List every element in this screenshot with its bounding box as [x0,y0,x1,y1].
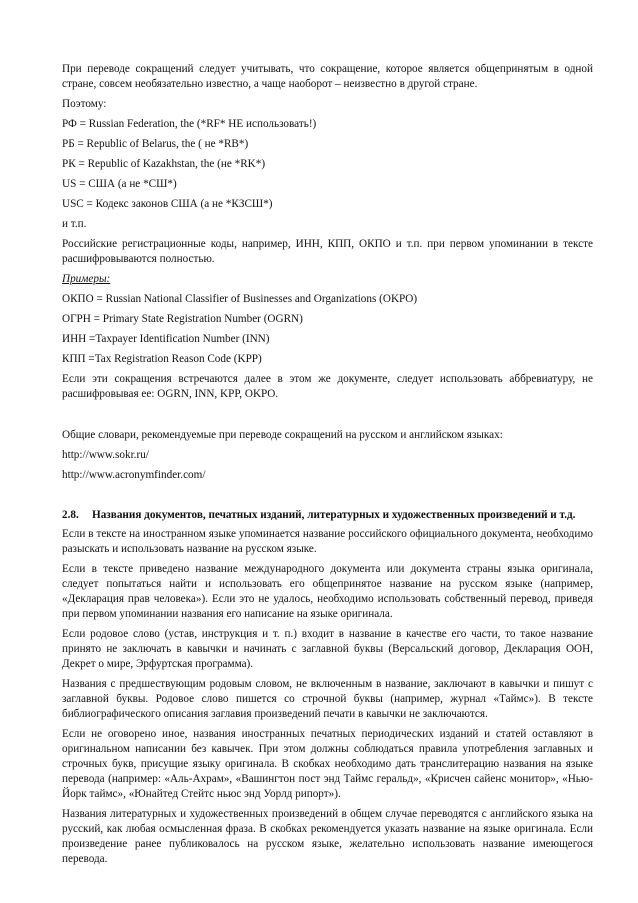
section-title: Названия документов, печатных изданий, литературных и художественных произведений и т.д. [92,509,576,521]
section-paragraph: Если в тексте на иностранном языке упоминается название российского официального документа, необходимо разыскать и использовать название на русском языке. [62,528,593,555]
therefore-label: Поэтому: [62,98,107,110]
code-example-line: ОГРН = Primary State Registration Number (OGRN) [62,313,303,325]
example-line: US = США (а не *СШ*) [62,178,177,190]
examples-label-line [62,272,593,287]
code-example-line: КПП =Tax Registration Reason Code (KPP) [62,353,262,365]
example-line: и т.п. [62,218,87,230]
section-heading [62,508,593,523]
example-line: РК = Republic of Kazakhstan, the (не *RK*) [62,158,266,170]
sokr-link[interactable]: http://www.sokr.ru/ [62,449,149,461]
abbreviation-intro: При переводе сокращений следует учитывать, что сокращение, которое является общепринятым в одной стране, совсем необязательно известно, а чаще наоборот – неизвестно в другой стране. [62,63,593,90]
section-paragraph: Названия литературных и художественных произведений в общем случае переводятся с английского языка на русский, как любая осмысленная фраза. В скобках рекомендуется указать название на языке оригинала. Если произведение ранее публиковалось на русском языке, желательно использовать название имеющегося перевода. [62,808,593,865]
link-line [62,468,593,483]
code-example-line: ИНН =Taxpayer Identification Number (INN) [62,333,270,345]
acronymfinder-link[interactable]: http://www.acronymfinder.com/ [62,469,206,481]
abbreviation-note: Если эти сокращения встречаются далее в этом же документе, следует использовать аббревиатуру, не расшифровывая ее: OGRN, INN, KPP, OKPO. [62,373,593,400]
code-example-line: ОКПО = Russian National Classifier of Businesses and Organizations (OKPO) [62,293,418,305]
document-page [62,62,593,872]
section-paragraph: Названия с предшествующим родовым словом, не включенным в название, заключают в кавычки и пишут с заглавной буквы. Родовое слово пишется со строчной буквы (например, журнал «Таймс»). В тексте библиографического описания заглавия произведений печати в кавычки не заключаются. [62,678,593,720]
examples-label: Примеры: [62,273,111,285]
example-line: РФ = Russian Federation, the (*RF* НЕ использовать!) [62,118,317,130]
example-line: USC = Кодекс законов США (а не *КЗСШ*) [62,198,273,210]
registration-codes-text: Российские регистрационные коды, например, ИНН, КПП, ОКПО и т.п. при первом упоминании в тексте расшифровываются полностью. [62,238,593,265]
dictionaries-text: Общие словари, рекомендуемые при переводе сокращений на русском и английском языках: [62,429,503,441]
spacer [62,488,593,508]
example-line: РБ = Republic of Belarus, the ( не *RB*) [62,138,249,150]
section-number: 2.8. [62,509,79,521]
section-paragraph: Если не оговорено иное, названия иностранных печатных периодических изданий и статей оставляют в оригинальном написании без кавычек. При этом должны соблюдаться правила употребления заглавных и строчных букв, присущие языку оригинала. В скобках необходимо дать транслитерацию названия на языке перевода (например: «Аль-Ахрам», «Вашингтон пост энд Таймс геральд», «Крисчен сайенс монитор», «Нью-Йорк таймс», «Юнайтед Стейтс ньюс энд Уорлд рипорт»). [62,728,593,800]
section-paragraph: Если в тексте приведено название международного документа или документа страны языка оригинала, следует попытаться найти и использовать его общепринятое название на русском языке (например, «Декларация прав человека»). Если это не удалось, необходимо использовать собственный перевод, приведя при первом упоминании названия его написание на языке оригинала. [62,563,593,620]
section-paragraph: Если родовое слово (устав, инструкция и т. п.) входит в название в качестве его части, то такое название принято не заключать в кавычки и начинать с заглавной буквы (Версальский договор, Декларация ООН, Декрет о мире, Эрфуртская программа). [62,628,593,670]
link-line [62,448,593,463]
spacer [62,407,593,428]
